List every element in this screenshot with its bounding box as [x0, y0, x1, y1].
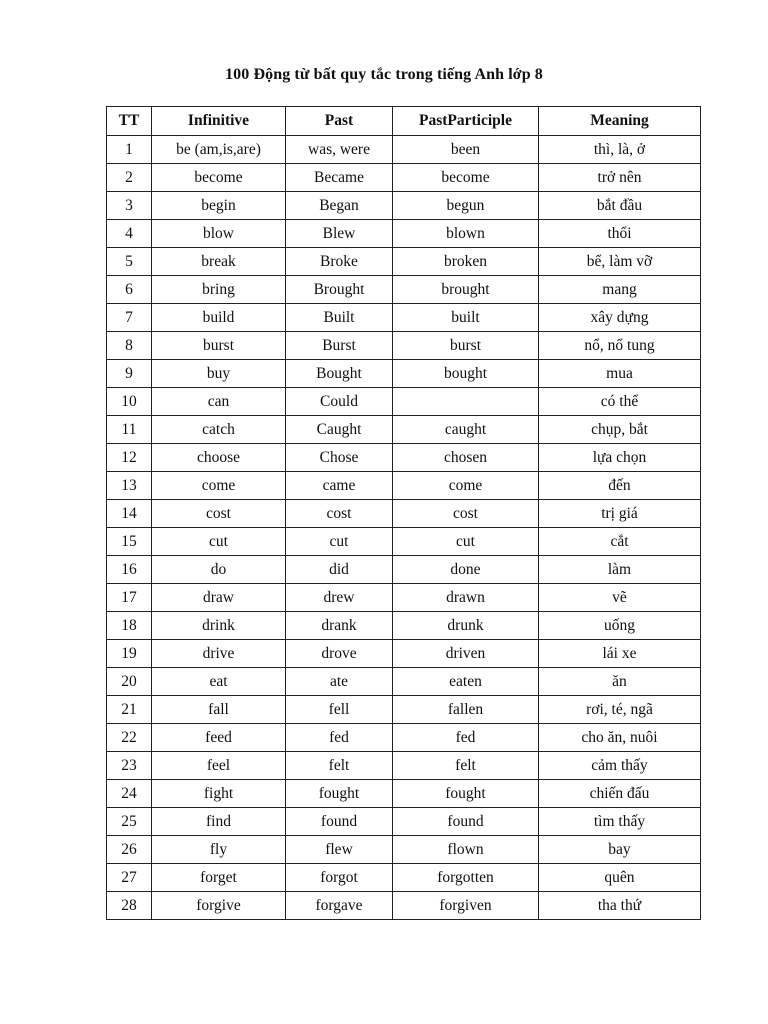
cell-infinitive: burst [152, 332, 286, 360]
table-row [107, 192, 701, 220]
cell-number: 24 [107, 780, 152, 808]
cell-infinitive: bring [152, 276, 286, 304]
cell-infinitive: feel [152, 752, 286, 780]
cell-past: cost [286, 500, 393, 528]
cell-past: was, were [286, 136, 393, 164]
cell-number: 22 [107, 724, 152, 752]
cell-infinitive: come [152, 472, 286, 500]
cell-meaning: cắt [539, 528, 701, 556]
cell-meaning: quên [539, 864, 701, 892]
cell-past: Brought [286, 276, 393, 304]
cell-past: ate [286, 668, 393, 696]
cell-past: Bought [286, 360, 393, 388]
cell-meaning: tha thứ [539, 892, 701, 920]
cell-past-participle: fed [393, 724, 539, 752]
cell-meaning: xây dựng [539, 304, 701, 332]
cell-meaning: mang [539, 276, 701, 304]
cell-past-participle: begun [393, 192, 539, 220]
cell-past-participle: done [393, 556, 539, 584]
header-infinitive: Infinitive [152, 107, 286, 136]
cell-past-participle: brought [393, 276, 539, 304]
cell-infinitive: be (am,is,are) [152, 136, 286, 164]
cell-number: 8 [107, 332, 152, 360]
cell-infinitive: find [152, 808, 286, 836]
cell-infinitive: fly [152, 836, 286, 864]
table-row [107, 136, 701, 164]
cell-meaning: tìm thấy [539, 808, 701, 836]
cell-meaning: thì, là, ở [539, 136, 701, 164]
table-row [107, 808, 701, 836]
cell-infinitive: cut [152, 528, 286, 556]
cell-past: cut [286, 528, 393, 556]
cell-meaning: làm [539, 556, 701, 584]
cell-number: 4 [107, 220, 152, 248]
table-row [107, 360, 701, 388]
cell-past-participle: been [393, 136, 539, 164]
cell-number: 21 [107, 696, 152, 724]
cell-infinitive: cost [152, 500, 286, 528]
cell-meaning: bể, làm vỡ [539, 248, 701, 276]
cell-past: drank [286, 612, 393, 640]
table-row [107, 640, 701, 668]
cell-number: 5 [107, 248, 152, 276]
table-body [107, 136, 701, 920]
cell-past-participle: flown [393, 836, 539, 864]
cell-infinitive: forgive [152, 892, 286, 920]
cell-meaning: vẽ [539, 584, 701, 612]
cell-meaning: có thể [539, 388, 701, 416]
cell-meaning: lựa chọn [539, 444, 701, 472]
table-row [107, 612, 701, 640]
cell-past: forgave [286, 892, 393, 920]
cell-infinitive: catch [152, 416, 286, 444]
cell-meaning: trở nên [539, 164, 701, 192]
page-title: 100 Động từ bất quy tắc trong tiếng Anh lớp 8 [225, 66, 543, 83]
cell-past: found [286, 808, 393, 836]
table-row [107, 276, 701, 304]
cell-infinitive: draw [152, 584, 286, 612]
cell-past-participle: blown [393, 220, 539, 248]
cell-past: did [286, 556, 393, 584]
cell-number: 19 [107, 640, 152, 668]
cell-number: 3 [107, 192, 152, 220]
cell-number: 25 [107, 808, 152, 836]
cell-infinitive: choose [152, 444, 286, 472]
header-tt: TT [107, 107, 152, 136]
table-row [107, 304, 701, 332]
cell-number: 27 [107, 864, 152, 892]
cell-infinitive: feed [152, 724, 286, 752]
table-row [107, 472, 701, 500]
table-row [107, 780, 701, 808]
cell-past: Began [286, 192, 393, 220]
cell-number: 10 [107, 388, 152, 416]
cell-past-participle: burst [393, 332, 539, 360]
cell-meaning: mua [539, 360, 701, 388]
cell-meaning: uống [539, 612, 701, 640]
cell-past-participle: fought [393, 780, 539, 808]
table-row [107, 892, 701, 920]
verb-table [106, 106, 701, 920]
cell-number: 9 [107, 360, 152, 388]
cell-past-participle: caught [393, 416, 539, 444]
cell-number: 28 [107, 892, 152, 920]
cell-number: 18 [107, 612, 152, 640]
cell-infinitive: break [152, 248, 286, 276]
cell-infinitive: fall [152, 696, 286, 724]
cell-past: fed [286, 724, 393, 752]
cell-number: 12 [107, 444, 152, 472]
table-row [107, 388, 701, 416]
cell-past-participle: become [393, 164, 539, 192]
header-meaning: Meaning [539, 107, 701, 136]
cell-past-participle: forgotten [393, 864, 539, 892]
table-row [107, 556, 701, 584]
cell-infinitive: can [152, 388, 286, 416]
cell-past-participle: broken [393, 248, 539, 276]
cell-past-participle: drunk [393, 612, 539, 640]
cell-past: Became [286, 164, 393, 192]
cell-past-participle: forgiven [393, 892, 539, 920]
cell-number: 16 [107, 556, 152, 584]
cell-meaning: bắt đầu [539, 192, 701, 220]
cell-number: 13 [107, 472, 152, 500]
cell-past-participle: cost [393, 500, 539, 528]
cell-number: 15 [107, 528, 152, 556]
cell-infinitive: buy [152, 360, 286, 388]
cell-past-participle: driven [393, 640, 539, 668]
cell-number: 1 [107, 136, 152, 164]
cell-past-participle: bought [393, 360, 539, 388]
table-row [107, 164, 701, 192]
cell-past: fell [286, 696, 393, 724]
table-row [107, 668, 701, 696]
cell-past: forgot [286, 864, 393, 892]
cell-meaning: rơi, té, ngã [539, 696, 701, 724]
cell-past: Blew [286, 220, 393, 248]
cell-number: 2 [107, 164, 152, 192]
cell-infinitive: blow [152, 220, 286, 248]
cell-number: 20 [107, 668, 152, 696]
cell-past: Built [286, 304, 393, 332]
cell-past: Could [286, 388, 393, 416]
cell-past: Broke [286, 248, 393, 276]
table-row [107, 444, 701, 472]
cell-meaning: cảm thấy [539, 752, 701, 780]
table-row [107, 248, 701, 276]
cell-past-participle: drawn [393, 584, 539, 612]
cell-infinitive: fight [152, 780, 286, 808]
cell-past: felt [286, 752, 393, 780]
table-row [107, 416, 701, 444]
cell-past: Caught [286, 416, 393, 444]
cell-number: 11 [107, 416, 152, 444]
cell-infinitive: eat [152, 668, 286, 696]
cell-past-participle: built [393, 304, 539, 332]
cell-infinitive: begin [152, 192, 286, 220]
table-row [107, 864, 701, 892]
table-header-row [107, 107, 701, 136]
cell-past: drew [286, 584, 393, 612]
cell-past: drove [286, 640, 393, 668]
header-past-participle: PastParticiple [393, 107, 539, 136]
cell-past: Burst [286, 332, 393, 360]
table-row [107, 500, 701, 528]
cell-number: 14 [107, 500, 152, 528]
cell-meaning: trị giá [539, 500, 701, 528]
cell-meaning: chiến đấu [539, 780, 701, 808]
cell-meaning: cho ăn, nuôi [539, 724, 701, 752]
cell-past-participle: chosen [393, 444, 539, 472]
cell-past-participle: eaten [393, 668, 539, 696]
cell-number: 7 [107, 304, 152, 332]
cell-meaning: nổ, nổ tung [539, 332, 701, 360]
table-row [107, 724, 701, 752]
table-row [107, 528, 701, 556]
cell-past-participle [393, 388, 539, 416]
cell-infinitive: drive [152, 640, 286, 668]
cell-infinitive: build [152, 304, 286, 332]
cell-meaning: chụp, bắt [539, 416, 701, 444]
table-row [107, 332, 701, 360]
cell-number: 6 [107, 276, 152, 304]
table-row [107, 696, 701, 724]
cell-meaning: thổi [539, 220, 701, 248]
cell-past: fought [286, 780, 393, 808]
cell-meaning: đến [539, 472, 701, 500]
cell-past: flew [286, 836, 393, 864]
header-past: Past [286, 107, 393, 136]
cell-infinitive: forget [152, 864, 286, 892]
table-row [107, 220, 701, 248]
cell-past: came [286, 472, 393, 500]
cell-infinitive: drink [152, 612, 286, 640]
cell-past-participle: felt [393, 752, 539, 780]
cell-infinitive: become [152, 164, 286, 192]
cell-past-participle: fallen [393, 696, 539, 724]
cell-number: 17 [107, 584, 152, 612]
table-row [107, 584, 701, 612]
cell-number: 26 [107, 836, 152, 864]
cell-meaning: ăn [539, 668, 701, 696]
table-row [107, 752, 701, 780]
cell-meaning: bay [539, 836, 701, 864]
cell-infinitive: do [152, 556, 286, 584]
cell-past: Chose [286, 444, 393, 472]
cell-number: 23 [107, 752, 152, 780]
table-row [107, 836, 701, 864]
cell-past-participle: cut [393, 528, 539, 556]
cell-past-participle: come [393, 472, 539, 500]
cell-past-participle: found [393, 808, 539, 836]
cell-meaning: lái xe [539, 640, 701, 668]
